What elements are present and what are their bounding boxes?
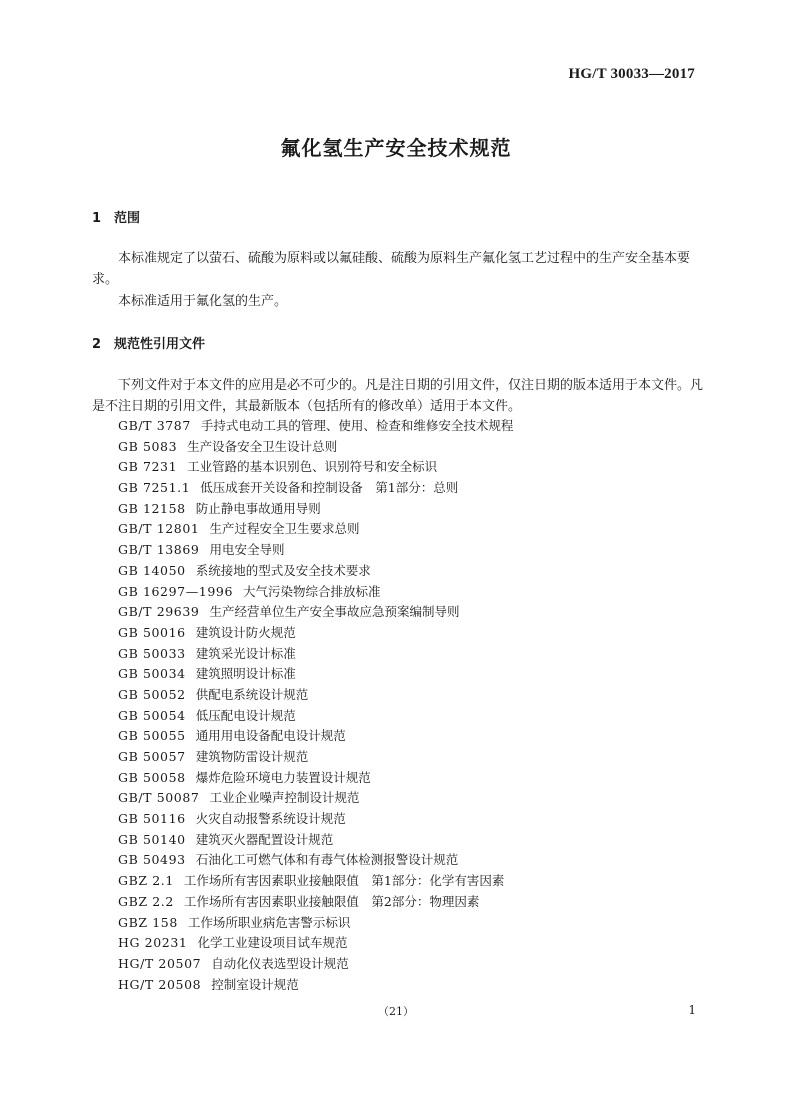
reference-code: GB/T 12801 [118, 521, 200, 537]
reference-code: GB 50054 [118, 707, 186, 723]
reference-title: 火灾自动报警系统设计规范 [195, 811, 346, 827]
reference-code: GB 50058 [118, 769, 186, 785]
reference-code: GB 50140 [118, 831, 186, 847]
reference-code: GB 50033 [118, 645, 186, 661]
section-2-number: 2 [92, 337, 102, 352]
reference-title: 生产过程安全卫生要求总则 [209, 521, 360, 537]
reference-item [118, 788, 513, 809]
reference-title: 工作场所职业病危害警示标识 [187, 914, 351, 930]
reference-item [118, 664, 513, 685]
reference-title: 用电安全导则 [209, 542, 285, 558]
reference-title: 建筑物防雷设计规范 [195, 749, 309, 764]
reference-title: 工作场所有害因素职业接触限值 第1部分：化学有害因素 [183, 873, 505, 889]
reference-code: GB 50055 [118, 728, 186, 744]
reference-item [118, 685, 513, 706]
reference-item [118, 975, 513, 996]
reference-item [118, 830, 513, 851]
reference-code: GB 50034 [118, 666, 186, 682]
section-1-heading [92, 207, 140, 226]
reference-code: GB/T 3787 [118, 418, 191, 433]
reference-title: 建筑灭火器配置设计规范 [195, 831, 334, 847]
section-2-title: 规范性引用文件 [114, 337, 206, 352]
reference-item [118, 437, 513, 458]
reference-item [118, 602, 513, 623]
reference-item [118, 644, 513, 665]
reference-title: 系统接地的型式及安全技术要求 [195, 562, 371, 578]
reference-code: GB 7251.1 [118, 480, 191, 496]
reference-list [118, 416, 513, 995]
reference-code: GB/T 50087 [118, 790, 200, 806]
reference-code: GB 16297—1996 [118, 583, 234, 599]
reference-item [118, 933, 513, 954]
reference-code: GB 50016 [118, 624, 186, 640]
reference-title: 生产设备安全卫生设计总则 [187, 438, 338, 454]
reference-title: 供配电系统设计规范 [195, 686, 309, 702]
reference-item [118, 747, 513, 768]
reference-item [118, 706, 513, 727]
reference-item [118, 892, 513, 913]
reference-code: GBZ 2.1 [118, 873, 174, 889]
reference-item [118, 726, 513, 747]
reference-title: 爆炸危险环境电力装置设计规范 [195, 769, 371, 785]
reference-title: 通用用电设备配电设计规范 [195, 728, 346, 744]
reference-title: 自动化仪表选型设计规范 [211, 955, 349, 971]
section-1-number: 1 [92, 211, 102, 226]
reference-title: 建筑设计防火规范 [195, 624, 296, 640]
reference-code: HG 20231 [118, 935, 188, 951]
reference-title: 防止静电事故通用导则 [195, 500, 321, 516]
reference-code: GBZ 2.2 [118, 893, 174, 909]
reference-item [118, 416, 513, 437]
reference-item [118, 913, 513, 934]
reference-title: 工业管路的基本识别色、识别符号和安全标识 [187, 459, 438, 475]
reference-item [118, 582, 513, 603]
reference-title: 控制室设计规范 [211, 976, 299, 992]
reference-title: 化学工业建设项目试车规范 [197, 935, 348, 951]
reference-title: 低压成套开关设备和控制设备 第1部分：总则 [200, 480, 459, 496]
reference-item [118, 809, 513, 830]
reference-title: 大气污染物综合排放标准 [243, 583, 381, 599]
reference-title: 生产经营单位生产安全事故应急预案编制导则 [209, 604, 460, 620]
reference-title: 手持式电动工具的管理、使用、检查和维修安全技术规程 [200, 418, 514, 433]
reference-item [118, 478, 513, 499]
scope-paragraph-2: 本标准适用于氟化氢的生产。 [118, 294, 288, 309]
reference-title: 建筑采光设计标准 [195, 645, 296, 661]
section-2-heading [92, 333, 205, 352]
reference-code: HG/T 20507 [118, 955, 202, 971]
reference-title: 工业企业噪声控制设计规范 [209, 790, 360, 806]
reference-code: GB 50116 [118, 811, 186, 827]
scope-paragraph-1: 本标准规定了以萤石、硫酸为原料或以氟硅酸、硫酸为原料生产氟化氢工艺过程中的生产安全基本要求。 [92, 251, 691, 287]
reference-code: GB 50493 [118, 852, 186, 868]
reference-code: GB 7231 [118, 459, 178, 475]
reference-item [118, 623, 513, 644]
page-number: 1 [688, 1003, 696, 1017]
reference-code: GB 50052 [118, 686, 186, 702]
reference-title: 低压配电设计规范 [195, 707, 296, 723]
reference-code: GBZ 158 [118, 914, 178, 930]
reference-item [118, 561, 513, 582]
reference-code: GB 14050 [118, 562, 186, 578]
reference-code: GB 50057 [118, 749, 186, 764]
reference-code: GB/T 13869 [118, 542, 200, 558]
reference-item [118, 954, 513, 975]
reference-title: 工作场所有害因素职业接触限值 第2部分：物理因素 [183, 893, 480, 909]
reference-code: HG/T 20508 [118, 976, 202, 992]
references-intro: 下列文件对于本文件的应用是必不可少的。凡是注日期的引用文件，仅注日期的版本适用于本文件。凡是不注日期的引用文件，其最新版本（包括所有的修改单）适用于本文件。 [92, 378, 704, 414]
reference-item [118, 457, 513, 478]
reference-title: 石油化工可燃气体和有毒气体检测报警设计规范 [195, 852, 459, 868]
reference-item [118, 540, 513, 561]
collection-page-number: （21） [378, 1005, 414, 1018]
reference-title: 建筑照明设计标准 [195, 666, 296, 682]
reference-item [118, 850, 513, 871]
standard-code: HG/T 30033—2017 [568, 66, 695, 82]
reference-code: GB 12158 [118, 500, 186, 516]
reference-item [118, 768, 513, 789]
reference-item [118, 871, 513, 892]
section-1-title: 范围 [114, 211, 141, 226]
reference-item [118, 519, 513, 540]
reference-item [118, 499, 513, 520]
reference-code: GB 5083 [118, 438, 178, 454]
reference-code: GB/T 29639 [118, 604, 200, 620]
document-title: 氟化氢生产安全技术规范 [280, 136, 512, 160]
